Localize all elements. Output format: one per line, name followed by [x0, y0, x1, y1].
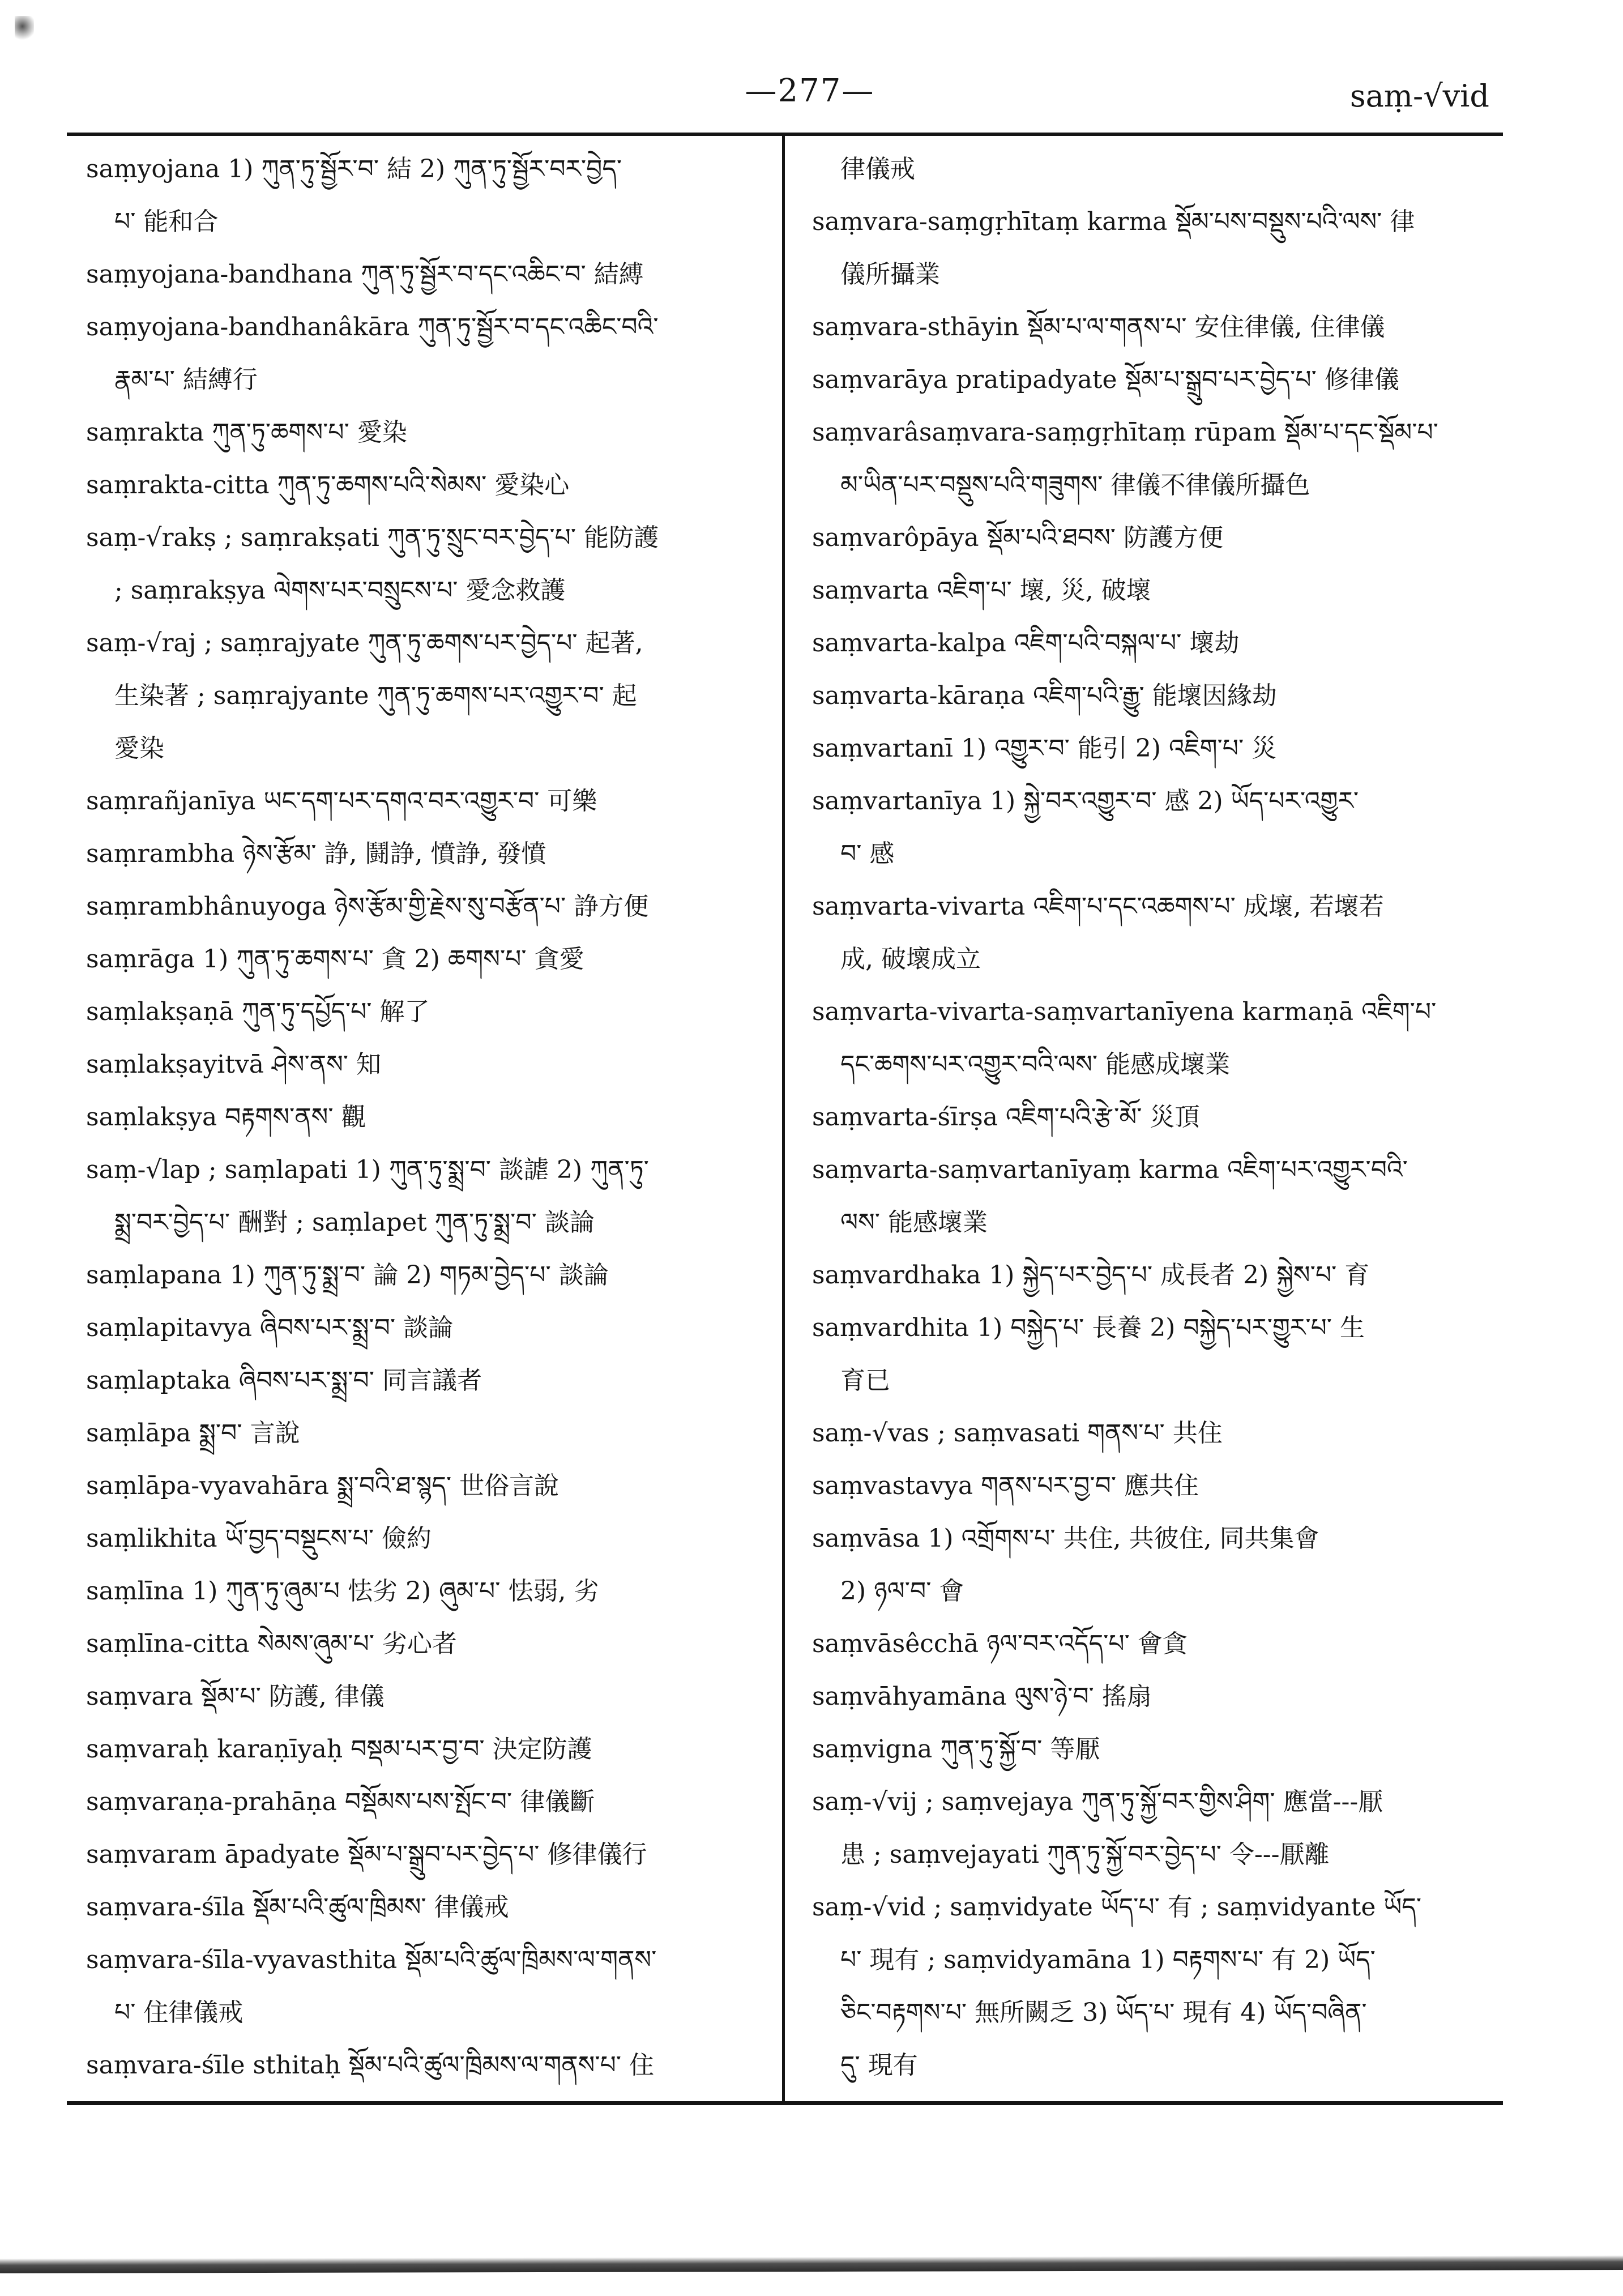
dictionary-line: saṃ-√vas ; saṃvasati གནས་པ་ 共住	[812, 1419, 1223, 1448]
dictionary-line: སྨྲ་བར་བྱེད་པ་ 酬對 ; saṃlapet ཀུན་ཏུ་སྨྲ་བ་ 談論	[114, 1208, 595, 1237]
dictionary-line: saṃlapana 1) ཀུན་ཏུ་སྨྲ་བ་ 論 2) གཏམ་བྱེད་པ་ 談論	[86, 1261, 609, 1290]
dictionary-line: དང་ཆགས་པར་འགྱུར་བའི་ལས་ 能感成壞業	[840, 1050, 1231, 1079]
dictionary-line: saṃvāsa 1) འགྲོགས་པ་ 共住, 共彼住, 同共集會	[812, 1524, 1319, 1553]
dictionary-line: ཅིང་བརྟགས་པ་ 無所闕乏 3) ཡོད་པ་ 現有 4) ཡོད་བཞིན་	[840, 1998, 1367, 2027]
dictionary-line: saṃlaptaka ཞིབས་པར་སྨྲ་བ་ 同言議者	[86, 1366, 482, 1395]
dictionary-line: saṃ-√vij ; saṃvejaya ཀུན་ཏུ་སྐྱོ་བར་གྱིས་ཤིག་ 應當---厭	[812, 1787, 1383, 1816]
dictionary-line: saṃvarta-kalpa འཇིག་པའི་བསྐལ་པ་ 壞劫	[812, 629, 1240, 658]
dictionary-line: saṃyojana-bandhana ཀུན་ཏུ་སྦྱོར་བ་དང་འཆིང་བ་ 結縛	[86, 260, 644, 289]
dictionary-line: saṃvarôpāya སྡོམ་པའི་ཐབས་ 防護方便	[812, 523, 1224, 552]
dictionary-line: saṃrakta-citta ཀུན་ཏུ་ཆགས་པའི་སེམས་ 愛染心	[86, 471, 570, 500]
dictionary-line: 儀所攝業	[840, 260, 940, 289]
column-divider	[782, 133, 785, 2103]
dictionary-line: saṃvarta-saṃvartanīyaṃ karma འཇིག་པར་འགྱུར་བའི་	[812, 1155, 1408, 1184]
dictionary-line: ལས་ 能感壞業	[840, 1208, 988, 1237]
dictionary-line: saṃvigna ཀུན་ཏུ་སྐྱོ་བ་ 等厭	[812, 1735, 1100, 1764]
dictionary-line: 生染著 ; saṃrajyante ཀུན་ཏུ་ཆགས་པར་འགྱུར་བ་ 起	[114, 681, 637, 710]
dictionary-line: 育已	[840, 1366, 890, 1395]
dictionary-line: saṃlakṣaṇā ཀུན་ཏུ་དཔྱོད་པ་ 解了	[86, 997, 430, 1026]
dictionary-line: saṃvastavya གནས་པར་བྱ་བ་ 應共住	[812, 1471, 1199, 1500]
dictionary-line: 2) ཉལ་བ་ 會	[840, 1577, 964, 1606]
bottom-rule	[67, 2101, 1503, 2105]
dictionary-line: saṃvara-saṃgṛhītaṃ karma སྡོམ་པས་བསྡུས་པའི་ལས་ 律	[812, 207, 1415, 236]
scan-smudge	[15, 16, 34, 42]
dictionary-line: saṃlakṣayitvā ཤེས་ནས་ 知	[86, 1050, 382, 1079]
dictionary-line: ; saṃrakṣya ལེགས་པར་བསྲུངས་པ་ 愛念救護	[114, 576, 566, 605]
running-head: saṃ-√vid	[1349, 78, 1489, 114]
dictionary-line: saṃvardhita 1) བསྐྱེད་པ་ 長養 2) བསྐྱེད་པར་གྱུར་པ་ 生	[812, 1313, 1365, 1342]
dictionary-line: saṃvartanī 1) འགྱུར་བ་ 能引 2) འཇིག་པ་ 災	[812, 734, 1277, 763]
dictionary-line: saṃlapitavya ཞིབས་པར་སྨྲ་བ་ 談論	[86, 1313, 454, 1342]
dictionary-line: saṃ-√raj ; saṃrajyate ཀུན་ཏུ་ཆགས་པར་བྱེད་པ་ 起著,	[86, 629, 643, 658]
dictionary-line: saṃvaraṇa-prahāṇa བསྡོམས་པས་སྤོང་བ་ 律儀斷	[86, 1787, 595, 1816]
left-column	[86, 143, 743, 2092]
dictionary-line: saṃlāpa སྨྲ་བ་ 言說	[86, 1419, 300, 1448]
dictionary-line: saṃrakta ཀུན་ཏུ་ཆགས་པ་ 愛染	[86, 418, 407, 447]
dictionary-line: 成, 破壞成立	[840, 945, 981, 974]
dictionary-line: saṃvara-śīla སྡོམ་པའི་ཚུལ་ཁྲིམས་ 律儀戒	[86, 1893, 509, 1922]
dictionary-line: པ་ 現有 ; saṃvidyamāna 1) བརྟགས་པ་ 有 2) ཡོད་	[840, 1945, 1376, 1974]
dictionary-line: saṃrañjanīya ཡང་དག་པར་དགའ་བར་འགྱུར་བ་ 可樂	[86, 787, 597, 816]
dictionary-line: saṃrāga 1) ཀུན་ཏུ་ཆགས་པ་ 貪 2) ཆགས་པ་ 貪愛	[86, 945, 584, 974]
dictionary-line: saṃvāhyamāna ལུས་ཉེ་བ་ 搖扇	[812, 1682, 1152, 1711]
dictionary-line: saṃvara སྡོམ་པ་ 防護, 律儀	[86, 1682, 385, 1711]
dictionary-line: མ་ཡིན་པར་བསྡུས་པའི་གཟུགས་ 律儀不律儀所攝色	[840, 471, 1310, 500]
right-column	[812, 143, 1486, 2092]
dictionary-line: saṃvarta-vivarta-saṃvartanīyena karmaṇā འཇིག་པ་	[812, 997, 1437, 1026]
dictionary-line: saṃvarta-kāraṇa འཇིག་པའི་རྒྱུ་ 能壞因緣劫	[812, 681, 1277, 710]
dictionary-line: saṃlīna-citta སེམས་ཞུམ་པ་ 劣心者	[86, 1629, 457, 1658]
dictionary-line: saṃlakṣya བརྟགས་ནས་ 觀	[86, 1103, 366, 1132]
dictionary-line: saṃvaram āpadyate སྡོམ་པ་སྒྲུབ་པར་བྱེད་པ་ 修律儀行	[86, 1840, 647, 1869]
dictionary-line: saṃvarta-śīrṣa འཇིག་པའི་རྩེ་མོ་ 災頂	[812, 1103, 1200, 1132]
dictionary-line: 律儀戒	[840, 155, 915, 183]
dictionary-line: saṃvara-śīle sthitaḥ སྡོམ་པའི་ཚུལ་ཁྲིམས་ལ་གནས་པ་ 住	[86, 2051, 655, 2080]
dictionary-line: saṃlikhita ཡོ་བྱད་བསྡུངས་པ་ 儉約	[86, 1524, 432, 1553]
dictionary-line: saṃyojana 1) ཀུན་ཏུ་སྦྱོར་བ་ 結 2) ཀུན་ཏུ་སྦྱོར་བར་བྱེད་	[86, 155, 622, 183]
dictionary-line: saṃvarâsaṃvara-saṃgṛhītaṃ rūpam སྡོམ་པ་དང་སྡོམ་པ་	[812, 418, 1438, 447]
dictionary-line: saṃvaraḥ karaṇīyaḥ བསྡམ་པར་བྱ་བ་ 決定防護	[86, 1735, 592, 1764]
dictionary-line: saṃvardhaka 1) སྐྱེད་པར་བྱེད་པ་ 成長者 2) སྐྱེས་པ་ 育	[812, 1261, 1370, 1290]
dictionary-line: saṃyojana-bandhanâkāra ཀུན་ཏུ་སྦྱོར་བ་དང་འཆིང་བའི་	[86, 313, 659, 342]
dictionary-line: པ་ 能和合	[114, 207, 219, 236]
dictionary-line: saṃ-√lap ; saṃlapati 1) ཀུན་ཏུ་སྨྲ་བ་ 談謔 2) ཀུན་ཏུ་	[86, 1155, 649, 1184]
dictionary-line: saṃvarta-vivarta འཇིག་པ་དང་འཆགས་པ་ 成壞, 若壞若	[812, 892, 1384, 921]
top-rule	[67, 133, 1503, 136]
dictionary-line: saṃvarta འཇིག་པ་ 壞, 災, 破壞	[812, 576, 1151, 605]
dictionary-line: པ་ 住律儀戒	[114, 1998, 244, 2027]
dictionary-line: saṃrambhânuyoga ཉེས་རྩོམ་གྱི་རྗེས་སུ་བརྩོན་པ་ 諍方便	[86, 892, 649, 921]
dictionary-line: དུ་ 現有	[840, 2051, 918, 2080]
dictionary-line: saṃvāsêcchā ཉལ་བར་འདོད་པ་ 會貪	[812, 1629, 1188, 1658]
dictionary-line: saṃvara-sthāyin སྡོམ་པ་ལ་གནས་པ་ 安住律儀, 住律儀	[812, 313, 1385, 342]
dictionary-line: saṃlīna 1) ཀུན་ཏུ་ཞུམ་པ 怯劣 2) ཞུམ་པ་ 怯弱, 劣	[86, 1577, 599, 1606]
dictionary-line: saṃrambha ཉེས་རྩོམ་ 諍, 鬪諍, 憤諍, 發憤	[86, 839, 546, 868]
dictionary-line: 愛染	[114, 734, 164, 763]
dictionary-line: saṃvara-śīla-vyavasthita སྡོམ་པའི་ཚུལ་ཁྲིམས་ལ་གནས་	[86, 1945, 657, 1974]
dictionary-line: saṃ-√vid ; saṃvidyate ཡོད་པ་ 有 ; saṃvidyante ཡོད་	[812, 1893, 1421, 1922]
dictionary-line: 患 ; saṃvejayati ཀུན་ཏུ་སྐྱོ་བར་བྱེད་པ་ 令---厭離	[840, 1840, 1330, 1869]
scan-edge-shadow	[0, 2255, 1623, 2273]
dictionary-line: saṃlāpa-vyavahāra སྨྲ་བའི་ཐ་སྙད་ 世俗言說	[86, 1471, 559, 1500]
dictionary-line: saṃvartanīya 1) སྐྱེ་བར་འགྱུར་བ་ 感 2) ཡོད་པར་འགྱུར་	[812, 787, 1359, 816]
dictionary-line: རྣམ་པ་ 結縛行	[114, 365, 258, 394]
page-number: —277—	[745, 72, 875, 109]
dictionary-line: བ་ 感	[840, 839, 895, 868]
dictionary-line: saṃvarāya pratipadyate སྡོམ་པ་སྒྲུབ་པར་བྱེད་པ་ 修律儀	[812, 365, 1399, 394]
dictionary-line: saṃ-√rakṣ ; saṃrakṣati ཀུན་ཏུ་སྲུང་བར་བྱེད་པ་ 能防護	[86, 523, 659, 552]
